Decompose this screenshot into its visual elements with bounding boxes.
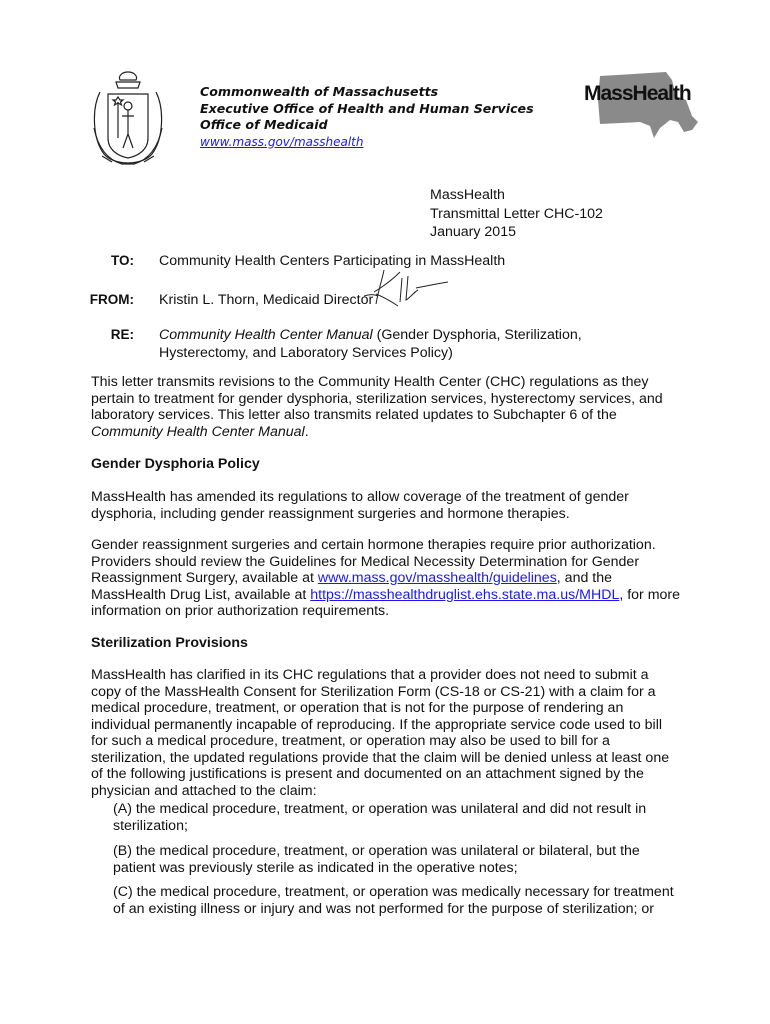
memo-re-label: RE: — [110, 327, 134, 342]
transmittal-letter-number: Transmittal Letter CHC-102 — [430, 205, 603, 222]
intro-text: This letter transmits revisions to the Community Health Center (CHC) regulations as they pertain to treatment for gender dysphoria, sterilization services, hysterectomy services, and laboratory services. This letter also transmits related updates to Subchapter 6 of the — [91, 374, 663, 423]
gender-p2-text-c: , for more information on prior authorization requirements. — [91, 586, 681, 619]
gender-paragraph-2 — [91, 537, 681, 620]
gender-dysphoria-heading: Gender Dysphoria Policy — [91, 456, 260, 472]
gender-p1-text: MassHealth has amended its regulations to allow coverage of the treatment of gender dysphoria, including gender reassignment surgeries and hormone therapies. — [91, 489, 629, 522]
intro-manual-title: Community Health Center Manual — [91, 423, 305, 440]
memo-to-label: TO: — [111, 253, 134, 268]
gender-p2-text-a: Gender reassignment surgeries and certain hormone therapies require prior authorization. Providers should review the Guidelines for Medical Necessity Determination for Gender Reassignment Surgery, available at — [91, 537, 656, 586]
sterilization-p1-text: MassHealth has clarified in its CHC regulations that a provider does not need to submit a copy of the MassHealth Consent for Sterilization Form (CS-18 or CS-21) with a claim for a medical procedure, treatment, or operation that is not for the purpose of rendering an individual permanently incapable of reproducing. If the appropriate service code used to bill for such a medical procedure, treatment, or operation may also be used to bill for a sterilization, the updated regulations provide that the claim will be denied unless at least one of the following justifications is present and documented on an attachment signed by the physician and attached to the claim: — [91, 667, 670, 799]
gender-paragraph-1 — [91, 489, 681, 522]
header-line-office-of-medicaid: Office of Medicaid — [200, 117, 328, 132]
memo-to-value: Community Health Centers Participating in MassHealth — [159, 253, 506, 269]
intro-end: . — [304, 423, 309, 440]
memo-from-value: Kristin L. Thorn, Medicaid Director — [159, 292, 374, 308]
drug-list-link[interactable]: https://masshealthdruglist.ehs.state.ma.us/MHDL — [310, 586, 620, 603]
memo-re-line2: Hysterectomy, and Laboratory Services Policy) — [159, 345, 453, 361]
transmittal-org: MassHealth — [430, 187, 505, 203]
memo-re-manual-title: Community Health Center Manual — [159, 327, 373, 343]
transmittal-info — [430, 186, 603, 242]
sterilization-paragraph — [91, 667, 681, 799]
justification-item-c: (C) the medical procedure, treatment, or operation was medically necessary for treatment of an existing illness or injury and was not performed for the purpose of sterilization; or — [113, 884, 674, 917]
header-url-link[interactable]: www.mass.gov/masshealth — [200, 134, 364, 149]
gender-p2-text-b: , and the MassHealth Drug List, available at — [91, 570, 613, 603]
director-signature-icon — [364, 268, 454, 310]
memo-from-label: FROM: — [89, 292, 134, 307]
memo-re-topics: (Gender Dysphoria, Sterilization, — [372, 327, 582, 343]
sterilization-heading: Sterilization Provisions — [91, 635, 248, 651]
masshealth-logo-text: MassHealth — [584, 82, 691, 105]
memo-re-line1 — [159, 326, 582, 345]
header-line-executive-office: Executive Office of Health and Human Services — [200, 100, 534, 116]
intro-paragraph — [91, 374, 681, 440]
transmittal-date: January 2015 — [430, 224, 516, 240]
justification-item-a: (A) the medical procedure, treatment, or operation was unilateral and did not result in sterilization; — [113, 801, 647, 834]
commonwealth-seal-icon — [88, 68, 168, 170]
justification-item-b: (B) the medical procedure, treatment, or operation was unilateral or bilateral, but the patient was previously sterile as indicated in the operative notes; — [113, 843, 640, 876]
agency-header — [200, 84, 534, 150]
guidelines-link[interactable]: www.mass.gov/masshealth/guidelines — [317, 570, 557, 586]
header-line-commonwealth: Commonwealth of Massachusetts — [200, 84, 439, 99]
